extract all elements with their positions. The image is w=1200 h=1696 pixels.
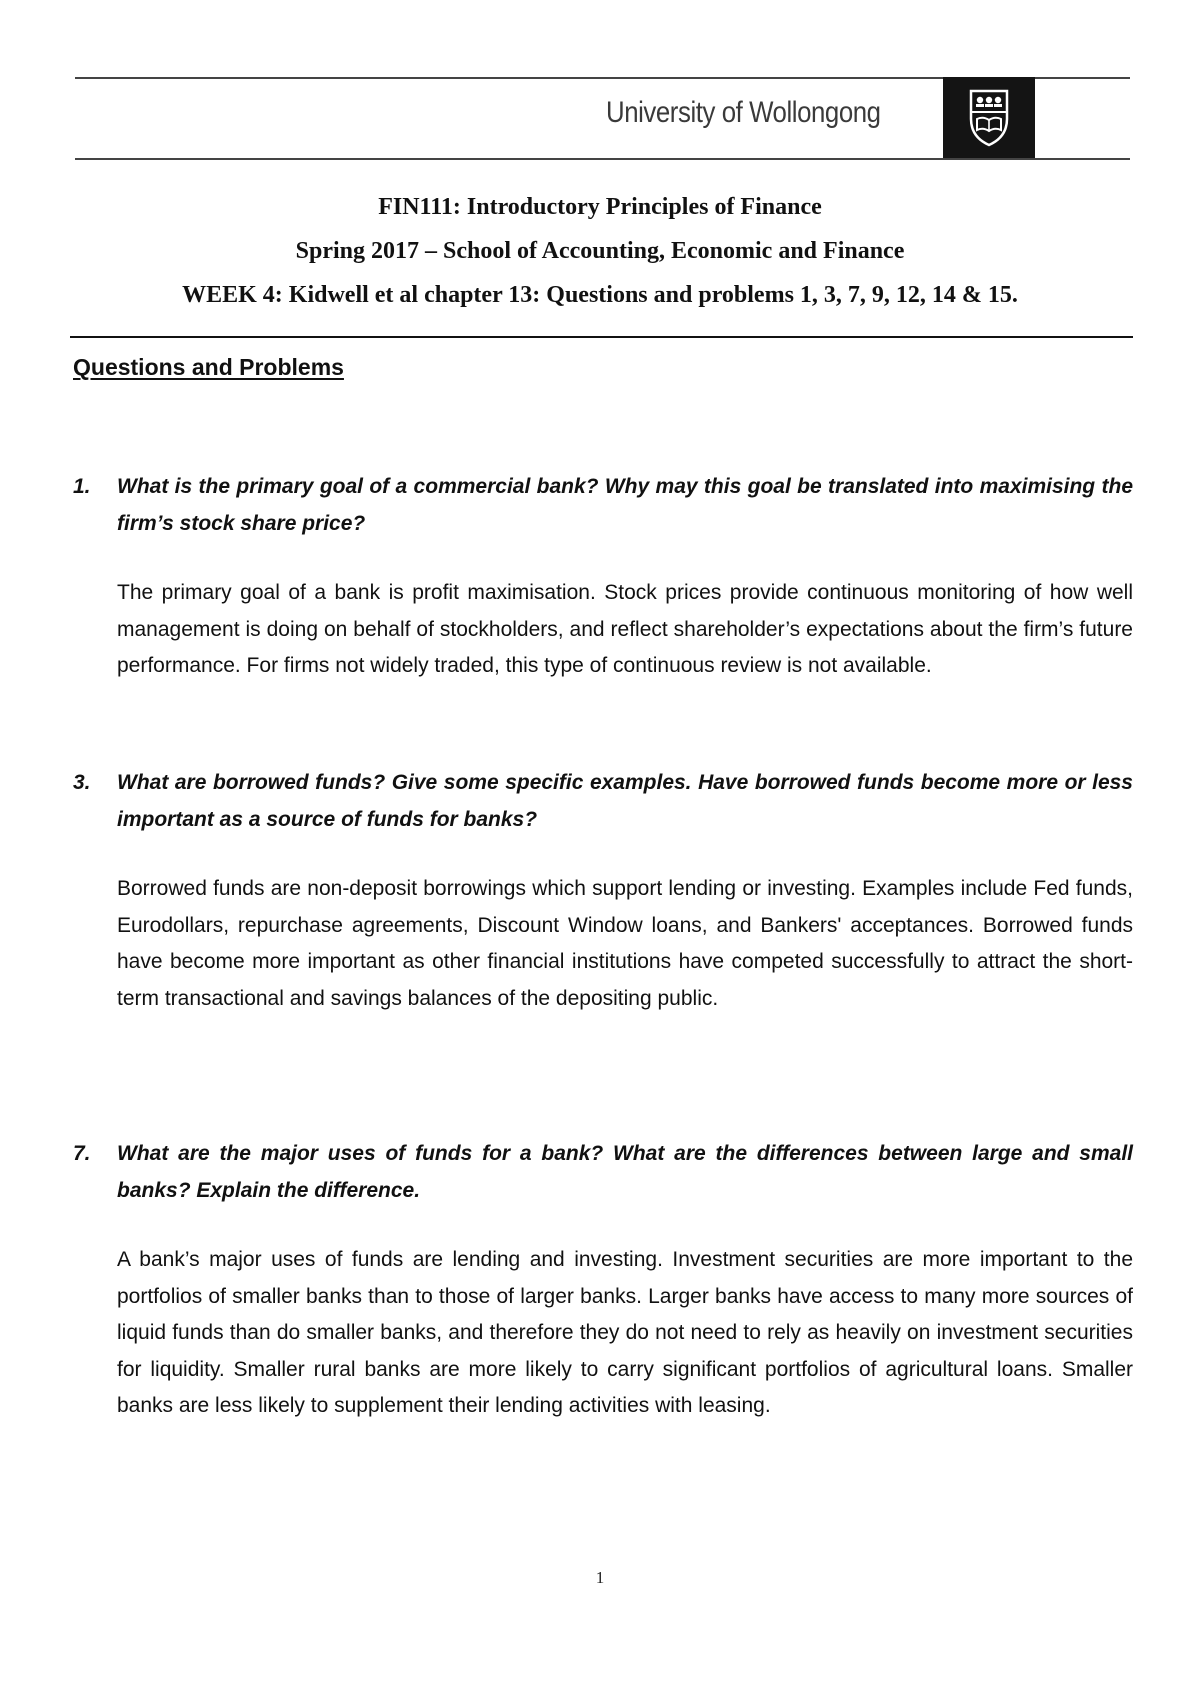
letterhead-bottom-rule — [75, 158, 1130, 160]
question-body: What are borrowed funds? Give some specific examples. Have borrowed funds become more or less important as a source of funds for banks? — [117, 771, 1133, 831]
semester-school: Spring 2017 – School of Accounting, Economic and Finance — [295, 238, 905, 264]
document-title-block — [0, 185, 1200, 317]
question-block — [73, 764, 1133, 1017]
question-block — [73, 1135, 1133, 1425]
question-number: 7. — [73, 1142, 91, 1165]
answer-text: The primary goal of a bank is profit maximisation. Stock prices provide continuous monitoring of how well management is doing on behalf of stockholders, and reflect shareholder’s expectations about the firm’s future performance. For firms not widely traded, this type of continuous review is not available. — [117, 581, 1133, 677]
page-number: 1 — [595, 1568, 605, 1587]
question-text — [73, 1135, 1133, 1209]
section-heading: Questions and Problems — [73, 354, 344, 380]
question-body: What is the primary goal of a commercial bank? Why may this goal be translated into maximising the firm’s stock share price? — [117, 475, 1133, 535]
university-name: University of Wollongong — [606, 96, 881, 129]
answer-text: A bank’s major uses of funds are lending and investing. Investment securities are more important to the portfolios of smaller banks than to those of larger banks. Larger banks have access to many more sources of liquid funds than do smaller banks, and therefore they do not need to rely as heavily on investment securities for liquidity. Smaller rural banks are more likely to carry significant portfolios of agricultural loans. Smaller banks are less likely to supplement their lending activities with leasing. — [117, 1248, 1133, 1417]
course-title: FIN111: Introductory Principles of Finance — [378, 194, 822, 220]
question-number: 1. — [73, 475, 91, 498]
title-divider — [70, 336, 1133, 338]
question-text — [73, 468, 1133, 542]
answer-text: Borrowed funds are non-deposit borrowings which support lending or investing. Examples include Fed funds, Eurodollars, repurchase agreements, Discount Window loans, and Bankers' acceptances. Borrowed funds have become more important as other financial institutions have competed successfully to attract the short-term transactional and savings balances of the depositing public. — [117, 877, 1133, 1010]
question-number: 3. — [73, 771, 91, 794]
question-body: What are the major uses of funds for a bank? What are the differences between large and small banks? Explain the difference. — [117, 1142, 1133, 1202]
university-crest-icon — [943, 77, 1035, 158]
question-block — [73, 468, 1133, 685]
question-text — [73, 764, 1133, 838]
week-assignment: WEEK 4: Kidwell et al chapter 13: Questions and problems 1, 3, 7, 9, 12, 14 & 15. — [182, 282, 1018, 308]
